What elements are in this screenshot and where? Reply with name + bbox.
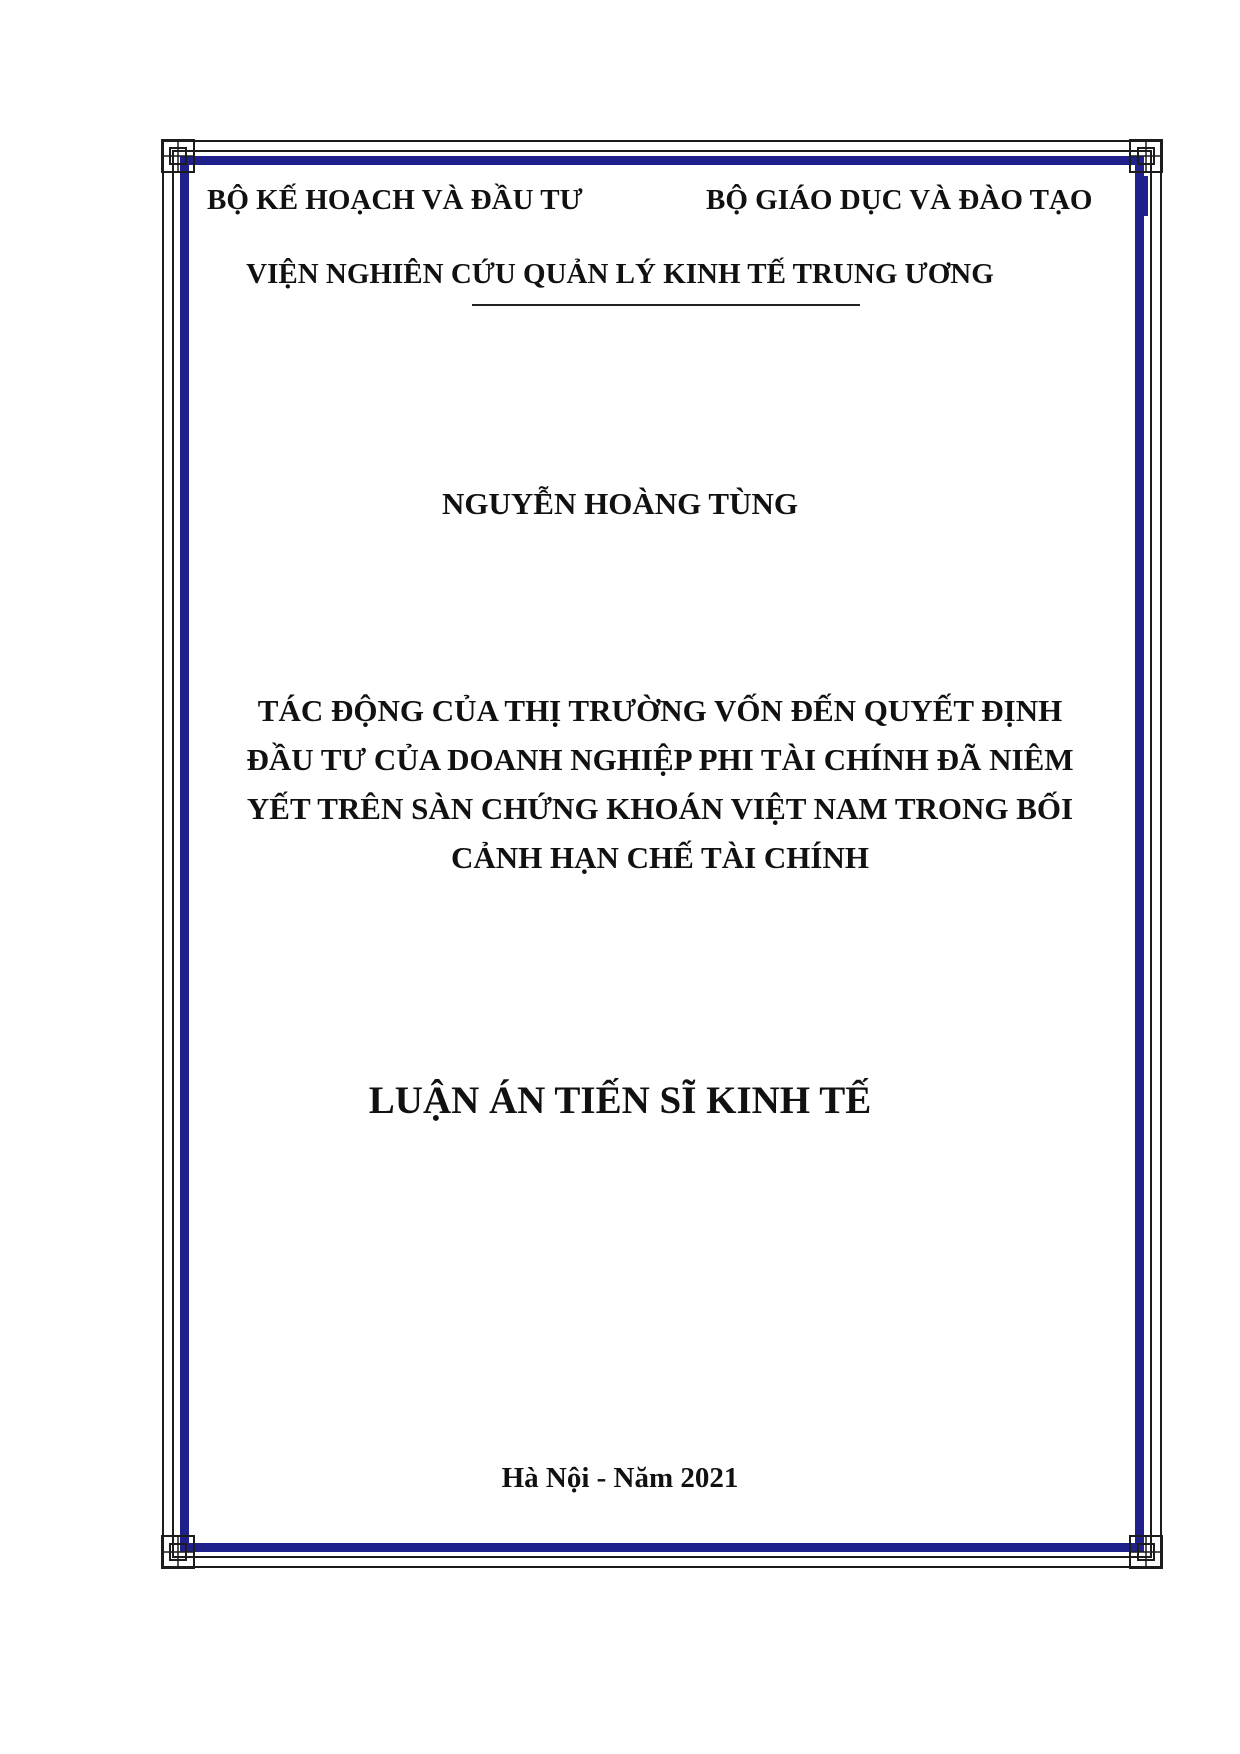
author-name: NGUYỄN HOÀNG TÙNG — [442, 486, 798, 521]
degree-label: LUẬN ÁN TIẾN SĨ KINH TẾ — [368, 1079, 872, 1122]
frame-corner-ornament — [160, 1534, 196, 1570]
thesis-title — [200, 686, 1120, 882]
thesis-title-line: CẢNH HẠN CHẾ TÀI CHÍNH — [451, 840, 869, 875]
thesis-title-line: TÁC ĐỘNG CỦA THỊ TRƯỜNG VỐN ĐẾN QUYẾT ĐỊNH — [257, 693, 1063, 728]
ministry-left-heading: BỘ KẾ HOẠCH VÀ ĐẦU TƯ — [207, 184, 583, 216]
header-underline — [472, 304, 860, 306]
frame-corner-ornament — [1128, 1534, 1164, 1570]
frame-corner-ornament — [160, 138, 196, 174]
frame-corner-ornament — [1128, 138, 1164, 174]
frame-tab-mark — [1136, 176, 1148, 216]
institute-heading: VIỆN NGHIÊN CỨU QUẢN LÝ KINH TẾ TRUNG ƯƠNG — [246, 258, 994, 290]
place-date: Hà Nội - Năm 2021 — [501, 1462, 739, 1494]
ministry-right-heading: BỘ GIÁO DỤC VÀ ĐÀO TẠO — [706, 184, 1093, 216]
thesis-title-line: YẾT TRÊN SÀN CHỨNG KHOÁN VIỆT NAM TRONG BỐI — [246, 791, 1074, 826]
thesis-title-line: ĐẦU TƯ CỦA DOANH NGHIỆP PHI TÀI CHÍNH ĐÃ NIÊM — [246, 742, 1074, 777]
